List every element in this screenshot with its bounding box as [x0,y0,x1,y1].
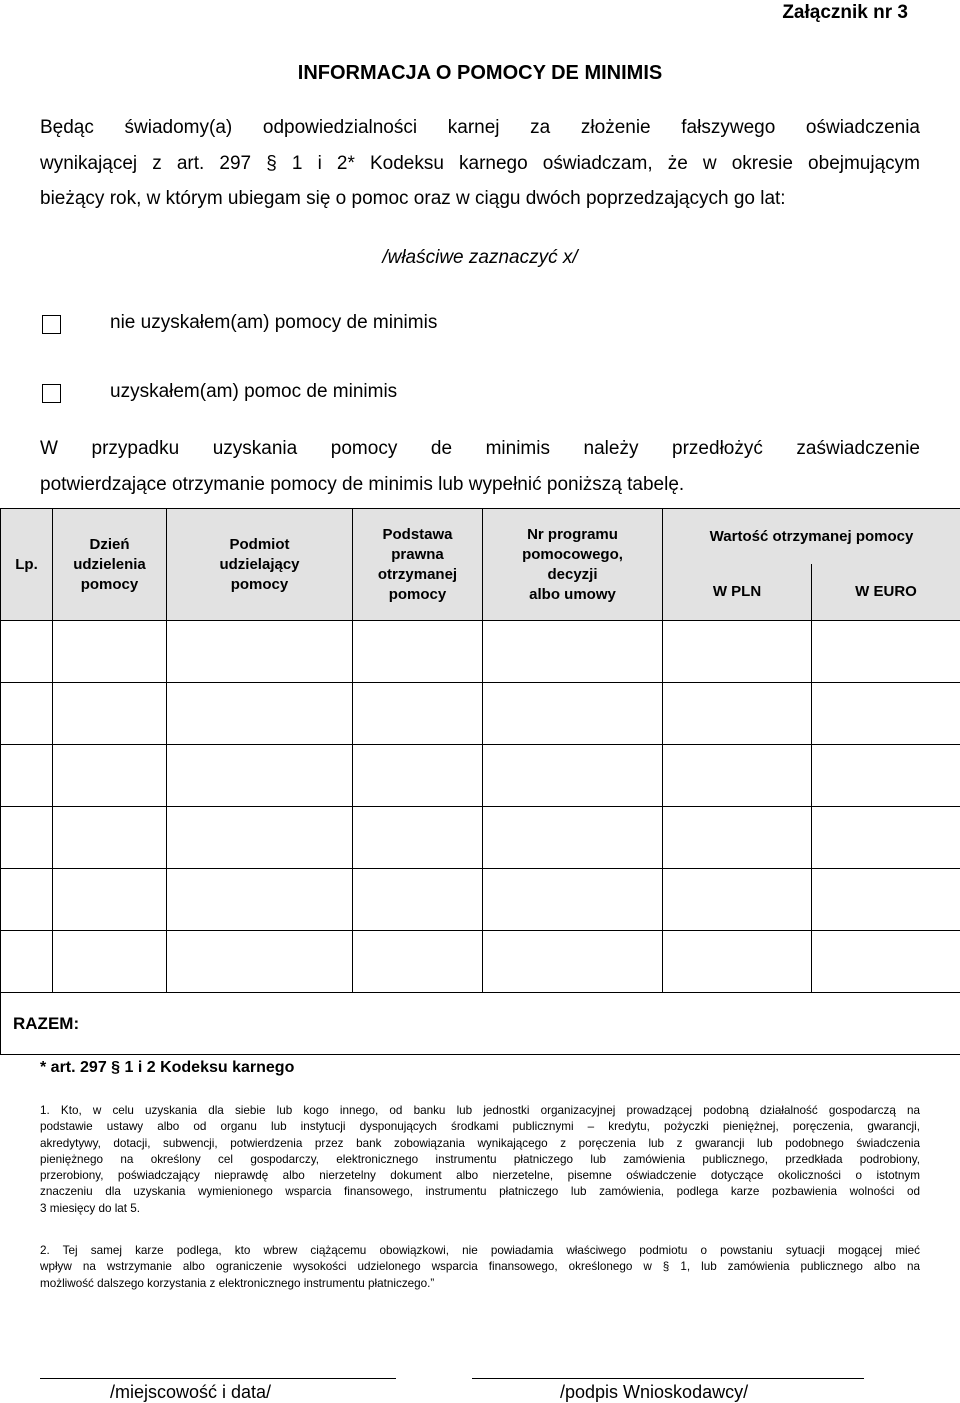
declaration-line: wynikającej z art. 297 § 1 i 2* Kodeksu karnego oświadczam, że w okresie obejmującym [40,152,920,174]
table-cell[interactable] [53,807,167,869]
table-cell[interactable] [663,683,812,745]
table-cell[interactable] [812,745,960,807]
table-cell[interactable] [353,931,483,993]
header-line: udzielenia [73,555,146,573]
legal-line: możliwość dalszego korzystania z elektronicznego instrumentu płatniczego.” [40,1276,435,1290]
signature-label: /podpis Wnioskodawcy/ [560,1382,749,1402]
table-row [1,931,960,993]
instruction-text [40,431,920,503]
instruction-line: potwierdzające otrzymanie pomocy de minimis lub wypełnić poniższą tabelę. [40,474,685,495]
table-cell[interactable] [53,683,167,745]
table-cell[interactable] [167,931,353,993]
header-line: Podmiot [229,535,290,553]
table-cell[interactable] [812,931,960,993]
header-date [53,509,167,621]
table-cell[interactable] [353,807,483,869]
header-pln: W PLN [663,564,812,621]
header-line: udzielający [219,555,300,573]
header-line: pomocy [230,575,289,593]
legal-line: przerobiony, poświadczający nieprawdę albo nierzetelny dokument albo nierzetelne, pisemne oświadczenie dotyczące okoliczności o istotnym [40,1169,920,1183]
table-cell[interactable] [353,869,483,931]
table-cell[interactable] [812,869,960,931]
header-line: Dzień [89,535,130,553]
table-row [1,683,960,745]
header-line: otrzymanej [377,565,458,583]
header-line: pomocowego, [522,545,623,563]
place-date-label: /miejscowość i data/ [110,1382,272,1402]
table-cell[interactable] [812,683,960,745]
table-cell[interactable] [483,869,663,931]
header-line: prawna [391,545,444,563]
table-row [1,869,960,931]
table-cell[interactable] [53,621,167,683]
table-cell[interactable] [483,807,663,869]
table-cell[interactable] [353,683,483,745]
header-line: pomocy [80,575,139,593]
table-cell[interactable] [53,869,167,931]
legal-paragraph-1 [40,1103,920,1217]
legal-line: akredytywy, dotacji, subwencji, potwierdzenia przez bank zobowiązania wynikającego z poręczenia lub z gwarancji lub podobnego świadczenia [40,1136,920,1150]
option-label: nie uzyskałem(am) pomocy de minimis [110,312,438,333]
legal-paragraph-2 [40,1243,920,1292]
table-cell[interactable] [167,869,353,931]
table-cell[interactable] [663,869,812,931]
table-cell[interactable] [1,683,53,745]
signature-line[interactable] [472,1378,864,1379]
table-row [1,621,960,683]
declaration-text [40,110,920,217]
table-row [1,807,960,869]
header-line: Podstawa [382,525,453,543]
table-cell[interactable] [353,745,483,807]
instruction-line: W przypadku uzyskania pomocy de minimis należy przedłożyć zaświadczenie [40,438,920,459]
annex-label: Załącznik nr 3 [782,2,908,23]
table-cell[interactable] [663,621,812,683]
document-title: INFORMACJA O POMOCY DE MINIMIS [297,62,663,84]
header-legal-basis [353,509,483,621]
legal-line: 1. Kto, w celu uzyskania dla siebie lub kogo innego, od banku lub jednostki organizacyjnej prowadzącej podobną działalność gospodarczą na [40,1104,920,1117]
header-line: decyzji [547,565,598,583]
header-line: pomocy [388,585,447,603]
header-line: Nr programu [527,525,618,543]
table-cell[interactable] [663,745,812,807]
table-cell[interactable] [1,807,53,869]
header-lp: Lp. [1,509,53,621]
table-cell[interactable] [167,807,353,869]
header-euro: W EURO [812,564,960,621]
table-row [1,745,960,807]
option-checkbox[interactable] [42,315,61,334]
legal-line: pieniężnego na określony cel gospodarczy, elektronicznego instrumentu płatniczego lub zamówienia publicznego, przedkłada podrobiony, [40,1152,920,1166]
table-cell[interactable] [483,745,663,807]
header-grantor [167,509,353,621]
option-checkbox[interactable] [42,384,61,403]
legal-line: wpływ na wstrzymanie albo ograniczenie wysokości udzielonego wsparcia finansowego, określonego w § 1, lub zamówienia publicznego albo na [40,1260,920,1274]
table-cell[interactable] [483,931,663,993]
table-cell[interactable] [53,745,167,807]
total-row [1,993,960,1055]
total-label: RAZEM: [1,993,960,1055]
place-date-line[interactable] [40,1378,396,1379]
footnote-heading: * art. 297 § 1 i 2 Kodeksu karnego [40,1059,295,1076]
declaration-line: bieżący rok, w którym ubiegam się o pomoc oraz w ciągu dwóch poprzedzających go lat: [40,188,786,209]
table-cell[interactable] [1,931,53,993]
marking-hint: /właściwe zaznaczyć x/ [382,247,578,268]
table-cell[interactable] [1,745,53,807]
declaration-line: Będąc świadomy(a) odpowiedzialności karnej za złożenie fałszywego oświadczenia [40,117,920,138]
table-cell[interactable] [663,931,812,993]
table-cell[interactable] [353,621,483,683]
option-label: uzyskałem(am) pomoc de minimis [110,381,398,402]
legal-line: 2. Tej samej karze podlega, kto wbrew ciążącemu obowiązkowi, nie powiadamia właściwego podmiotu o powstaniu sytuacji mogącej mieć [40,1244,920,1257]
table-cell[interactable] [483,621,663,683]
table-cell[interactable] [167,745,353,807]
table-cell[interactable] [812,807,960,869]
table-cell[interactable] [483,683,663,745]
legal-line: podstawie ustawy albo od organu lub instytucji dysponujących środkami publicznymi – kredytu, pożyczki pieniężnej, poręczenia, gwarancji, [40,1120,920,1134]
header-line: albo umowy [529,585,616,603]
legal-line: 3 miesięcy do lat 5. [40,1201,141,1215]
table-cell[interactable] [1,621,53,683]
legal-line: znaczeniu dla uzyskania wymienionego wsparcia finansowego, instrumentu płatniczego lub zamówienia, podlega karze pozbawienia wolności od [40,1185,920,1199]
header-aid-value: Wartość otrzymanej pomocy [663,509,960,565]
table-cell[interactable] [812,621,960,683]
aid-table [0,508,960,1055]
header-program-number [483,509,663,621]
table-cell[interactable] [167,621,353,683]
table-cell[interactable] [167,683,353,745]
table-cell[interactable] [53,931,167,993]
table-cell[interactable] [663,807,812,869]
table-cell[interactable] [1,869,53,931]
